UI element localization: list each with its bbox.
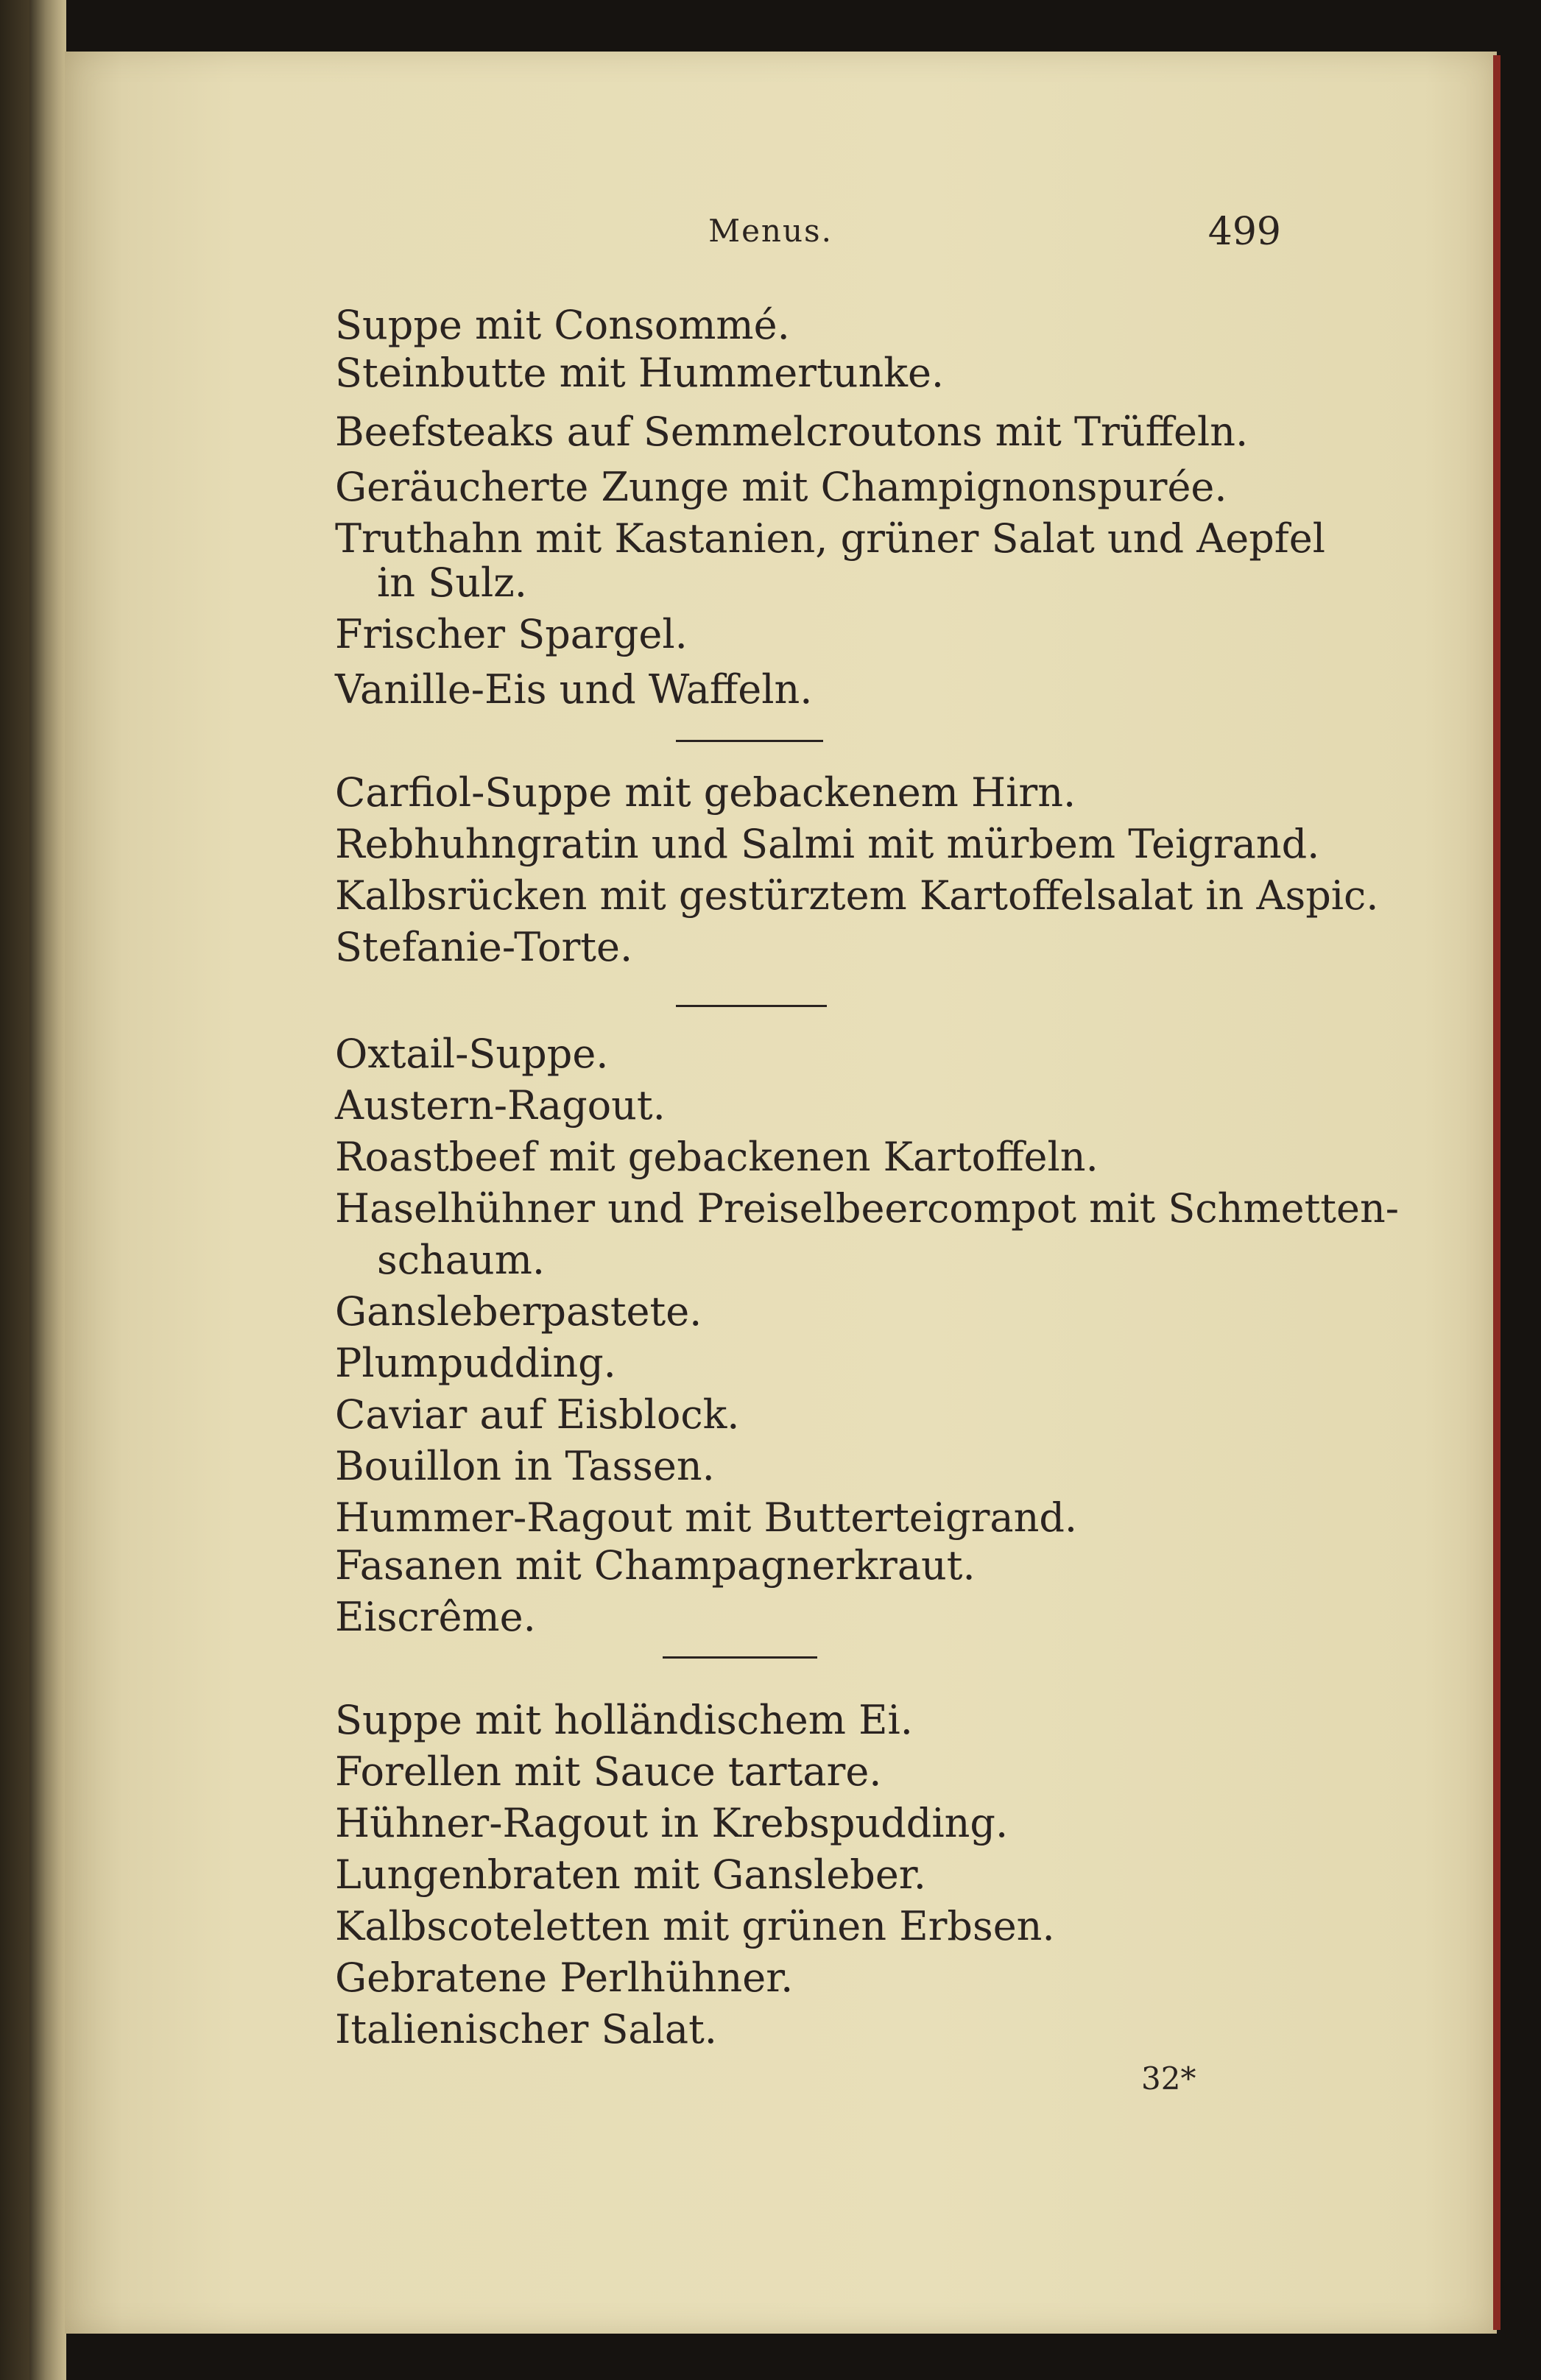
menu-line: Hühner-Ragout in Krebspudding. xyxy=(335,1800,1009,1846)
menu-line-continuation: in Sulz. xyxy=(377,559,527,606)
menu-line: Roastbeef mit gebackenen Kartoffeln. xyxy=(335,1134,1099,1180)
menu-line: Suppe mit Consommé. xyxy=(335,302,790,348)
menu-line: Eiscrême. xyxy=(335,1594,536,1640)
menu-line: Hummer-Ragout mit Butterteigrand. xyxy=(335,1494,1078,1541)
section-divider xyxy=(676,1005,827,1007)
menu-line: Geräucherte Zunge mit Champignonspurée. xyxy=(335,464,1227,510)
menu-line: Truthahn mit Kastanien, grüner Salat und Aepfel xyxy=(335,515,1326,562)
running-header: Menus. xyxy=(708,213,833,249)
menu-line: Lungenbraten mit Gansleber. xyxy=(335,1851,926,1898)
menu-line: Bouillon in Tassen. xyxy=(335,1443,715,1489)
menu-line: Steinbutte mit Hummertunke. xyxy=(335,350,945,396)
menu-line: Beefsteaks auf Semmelcroutons mit Trüffeln. xyxy=(335,409,1249,455)
page-stack-edge xyxy=(29,0,66,2380)
section-divider xyxy=(663,1656,817,1659)
menu-line: Austern-Ragout. xyxy=(335,1082,666,1129)
menu-line: Fasanen mit Champagnerkraut. xyxy=(335,1542,976,1589)
menu-line: Haselhühner und Preiselbeercompot mit Schmetten- xyxy=(335,1185,1399,1232)
menu-line-continuation: schaum. xyxy=(377,1237,546,1283)
menu-line: Frischer Spargel. xyxy=(335,611,688,657)
menu-line: Gansleberpastete. xyxy=(335,1288,702,1335)
section-divider xyxy=(676,740,823,742)
page-number: 499 xyxy=(1207,210,1281,254)
menu-line: Kalbscoteletten mit grünen Erbsen. xyxy=(335,1903,1055,1949)
menu-line: Plumpudding. xyxy=(335,1340,616,1386)
page-red-edge xyxy=(1493,55,1501,2330)
signature-mark: 32* xyxy=(1141,2061,1196,2097)
menu-line: Gebratene Perlhühner. xyxy=(335,1955,794,2001)
menu-line: Kalbsrücken mit gestürztem Kartoffelsalat in Aspic. xyxy=(335,872,1379,919)
menu-line: Rebhuhngratin und Salmi mit mürbem Teigrand. xyxy=(335,821,1320,867)
menu-line: Forellen mit Sauce tartare. xyxy=(335,1748,882,1795)
menu-line: Caviar auf Eisblock. xyxy=(335,1391,740,1438)
menu-line: Stefanie-Torte. xyxy=(335,924,633,970)
menu-line: Vanille-Eis und Waffeln. xyxy=(335,666,813,713)
menu-line: Suppe mit holländischem Ei. xyxy=(335,1697,913,1743)
menu-line: Carfiol-Suppe mit gebackenem Hirn. xyxy=(335,769,1076,816)
menu-line: Oxtail-Suppe. xyxy=(335,1031,609,1077)
menu-line: Italienischer Salat. xyxy=(335,2006,717,2052)
